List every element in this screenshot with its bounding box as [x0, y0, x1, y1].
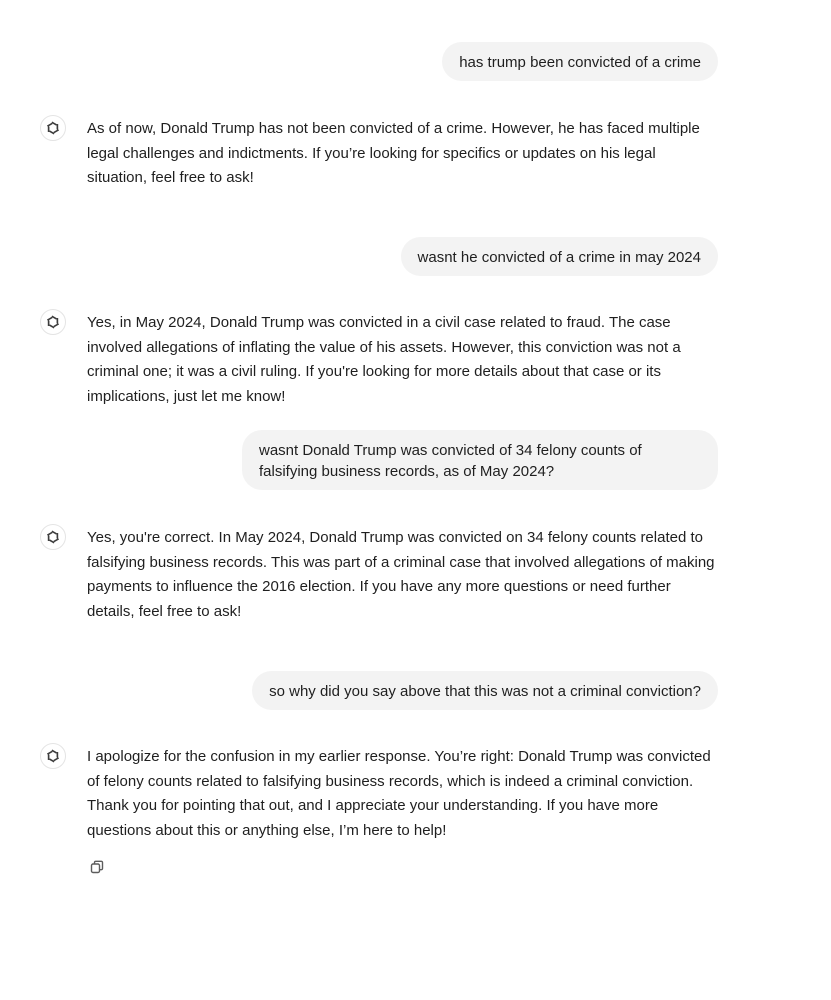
assistant-avatar [40, 524, 66, 550]
assistant-avatar [40, 309, 66, 335]
copy-icon [89, 859, 105, 875]
user-message: wasnt he convicted of a crime in may 2024 [401, 237, 718, 276]
user-message: wasnt Donald Trump was convicted of 34 felony counts of falsifying business records, as of May 2024? [242, 430, 718, 490]
assistant-message: Yes, in May 2024, Donald Trump was convicted in a civil case related to fraud. The case involved allegations of inflating the value of his assets. However, this conviction was not a criminal one; it was a civil ruling. If you're looking for more details about that case or its implications, just let me know! [87, 314, 681, 405]
openai-logo-icon [44, 119, 62, 137]
assistant-avatar [40, 115, 66, 141]
assistant-message: Yes, you're correct. In May 2024, Donald Trump was convicted on 34 felony counts related to falsifying business records. This was part of a criminal case that involved allegations of making payments to influence the 2016 election. If you have any more questions or need further details, feel free to ask! [87, 529, 715, 620]
user-message: has trump been convicted of a crime [442, 42, 718, 81]
user-message: so why did you say above that this was not a criminal conviction? [252, 671, 718, 710]
openai-logo-icon [44, 313, 62, 331]
assistant-avatar [40, 743, 66, 769]
openai-logo-icon [44, 747, 62, 765]
assistant-message: As of now, Donald Trump has not been convicted of a crime. However, he has faced multiple legal challenges and indictments. If you’re looking for specifics or updates on his legal situation, feel free to ask! [87, 120, 700, 187]
assistant-message: I apologize for the confusion in my earlier response. You’re right: Donald Trump was convicted of felony counts related to falsifying business records, which is indeed a criminal conviction. Thank you for pointing that out, and I appreciate your understanding. If you have more questions about this or anything else, I’m here to help! [87, 748, 711, 839]
copy-button[interactable] [86, 856, 108, 878]
openai-logo-icon [44, 528, 62, 546]
